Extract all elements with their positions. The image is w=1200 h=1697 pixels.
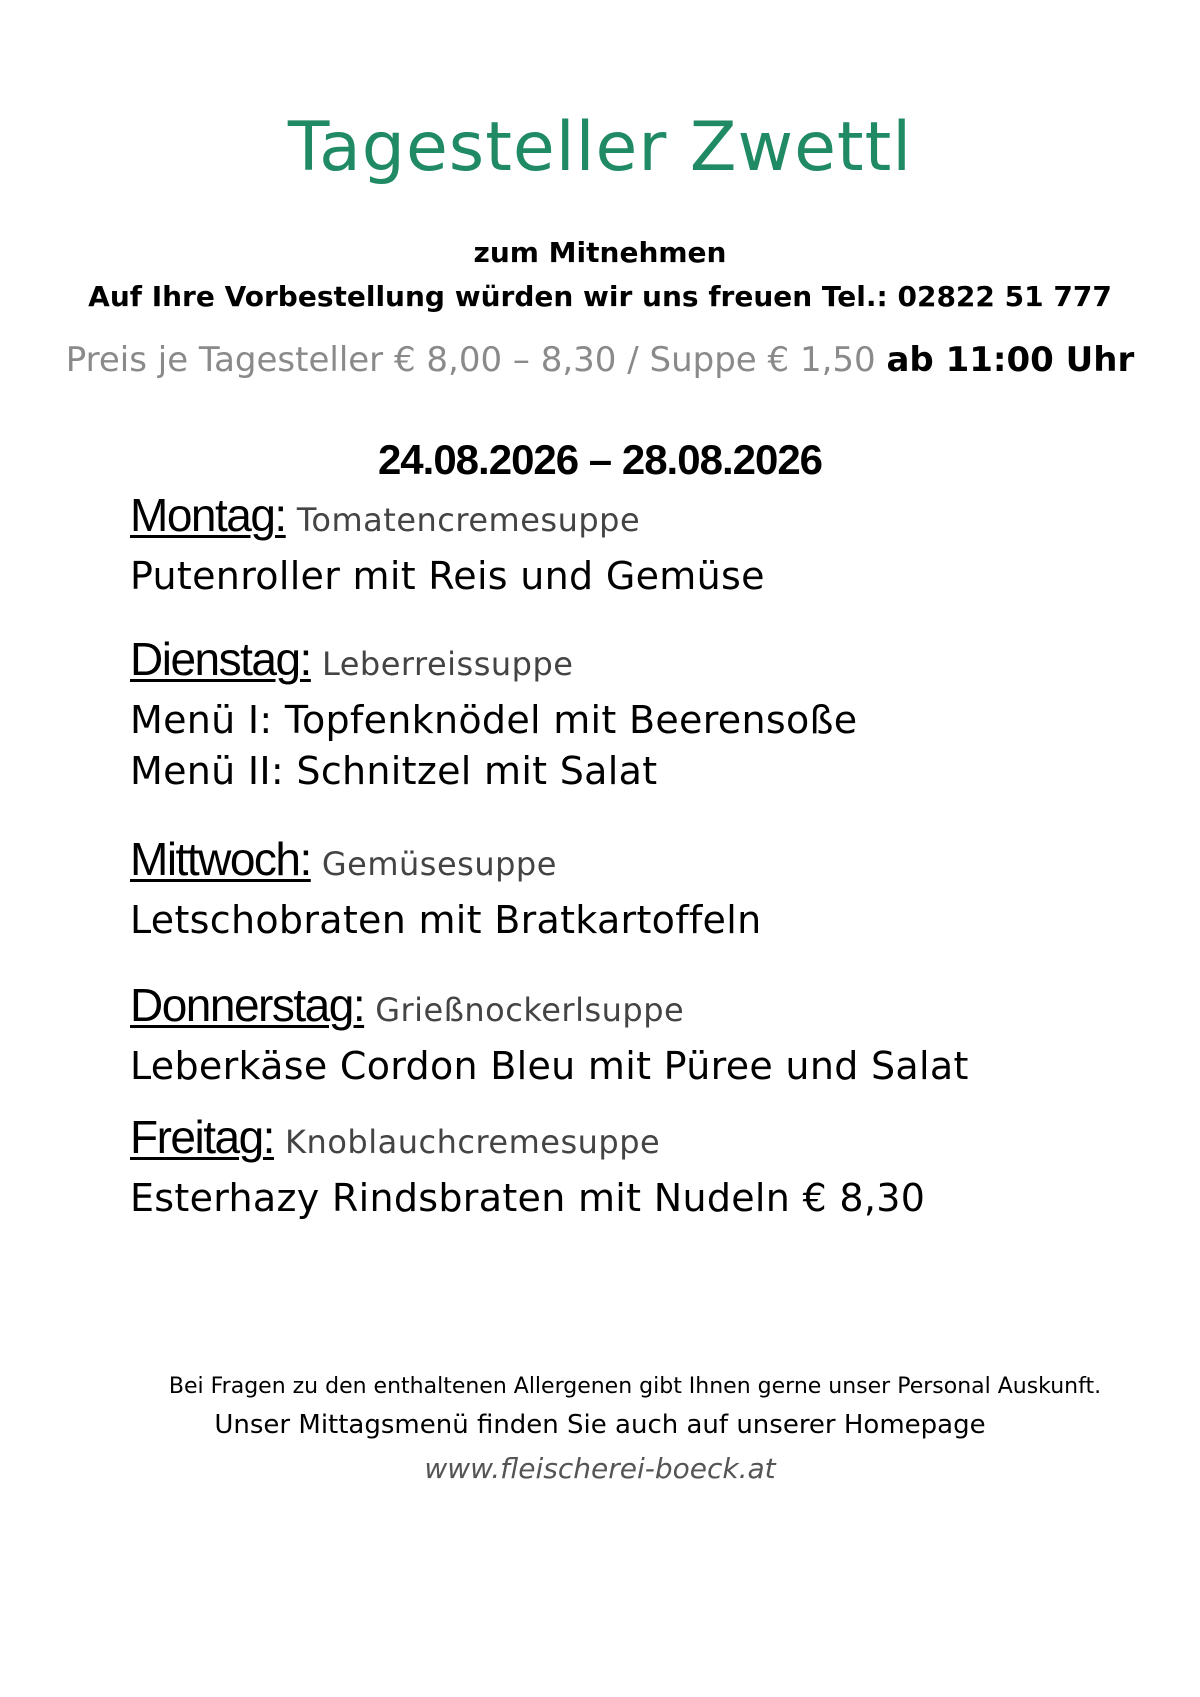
day-dish: Menü II: Schnitzel mit Salat: [130, 749, 658, 794]
day-soup: Leberreissuppe: [321, 645, 574, 683]
day-heading: [130, 490, 1130, 541]
day-soup: Knoblauchcremesuppe: [285, 1123, 661, 1161]
day-dish: Putenroller mit Reis und Gemüse: [130, 553, 765, 598]
day-soup: Grießnockerlsuppe: [375, 991, 685, 1029]
day-soup: Gemüsesuppe: [321, 845, 557, 883]
page-title: Tagesteller Zwettl: [287, 108, 913, 187]
day-soup: Tomatencremesuppe: [296, 501, 641, 539]
day-heading: [130, 634, 1130, 685]
price-info: Preis je Tagesteller € 8,00 – 8,30 / Suppe € 1,50: [65, 340, 876, 380]
day-wednesday: [130, 834, 1130, 942]
homepage-note: Unser Mittagsmenü finden Sie auch auf unserer Homepage: [214, 1410, 986, 1440]
day-dish: Esterhazy Rindsbraten mit Nudeln € 8,30: [130, 1175, 926, 1220]
website-link[interactable]: www.fleischerei-boeck.at: [424, 1452, 776, 1485]
day-dish: Letschobraten mit Bratkartoffeln: [130, 897, 762, 942]
takeaway-subtitle: zum Mitnehmen: [473, 236, 727, 269]
week-date-range: 24.08.2026 – 28.08.2026: [377, 436, 823, 483]
preorder-phone-note: Auf Ihre Vorbestellung würden wir uns freuen Tel.: 02822 51 777: [88, 280, 1112, 313]
day-dish: Menü I: Topfenknödel mit Beerensoße: [130, 697, 858, 742]
opening-time: ab 11:00 Uhr: [886, 340, 1135, 380]
allergen-note: Bei Fragen zu den enthaltenen Allergenen gibt Ihnen gerne unser Personal Auskunft.: [168, 1374, 1102, 1399]
day-heading: [130, 980, 1130, 1031]
day-dish: Leberkäse Cordon Bleu mit Püree und Salat: [130, 1043, 969, 1088]
day-thursday: [130, 980, 1130, 1088]
day-friday: [130, 1112, 1130, 1220]
day-name: Mittwoch:: [130, 833, 311, 885]
day-name: Freitag:: [130, 1111, 274, 1163]
day-name: Montag:: [130, 489, 286, 541]
price-line: [0, 340, 1200, 380]
day-name: Donnerstag:: [130, 979, 365, 1031]
day-monday: [130, 490, 1130, 598]
day-heading: [130, 1112, 1130, 1163]
day-tuesday: [130, 634, 1130, 794]
day-heading: [130, 834, 1130, 885]
day-name: Dienstag:: [130, 633, 311, 685]
